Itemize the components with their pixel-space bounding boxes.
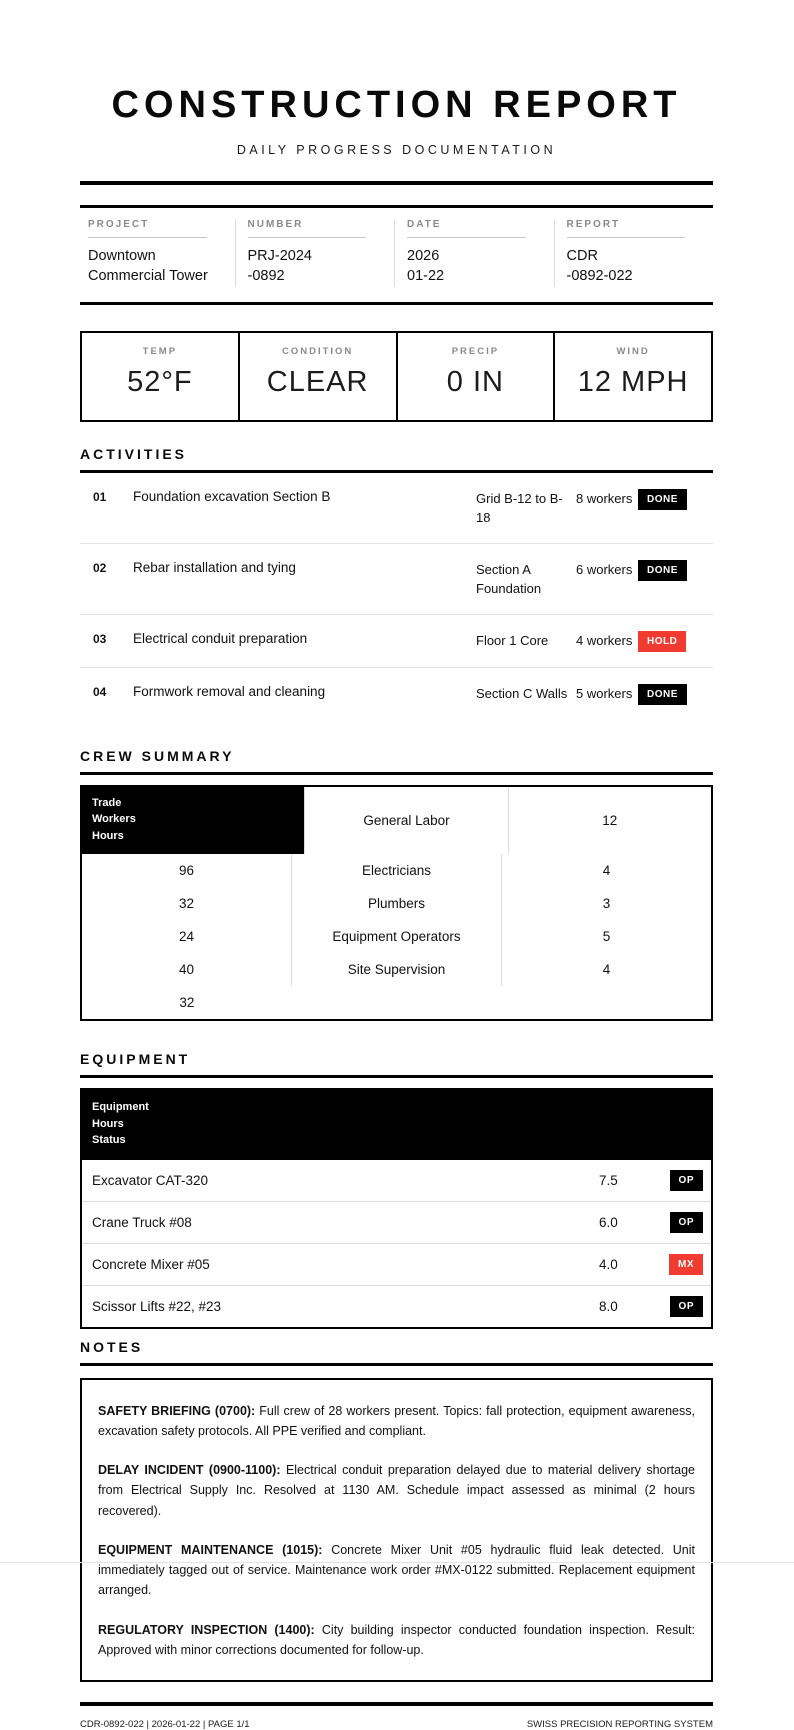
section-divider	[80, 772, 713, 775]
crew-header-line: Hours	[92, 829, 124, 842]
crew-hours: 24	[178, 929, 195, 945]
note-item	[98, 1460, 695, 1521]
crew-summary-section	[80, 748, 713, 1022]
meta-field-date	[394, 219, 554, 287]
note-head: DELAY INCIDENT (0900-1100):	[98, 1463, 281, 1478]
activity-status	[638, 684, 713, 705]
activity-status	[638, 631, 713, 652]
notes-section	[80, 1339, 713, 1683]
equipment-row	[82, 1201, 711, 1243]
activity-number: 03	[93, 631, 107, 646]
activity-status	[638, 489, 713, 510]
activity-row	[80, 544, 713, 615]
crew-count: 5	[501, 920, 711, 953]
crew-hours: 32	[179, 995, 195, 1011]
page-title: CONSTRUCTION REPORT	[111, 84, 682, 126]
meta-label: REPORT	[567, 219, 686, 238]
crew-trade: Plumbers	[291, 887, 501, 920]
equipment-header-line: Hours	[92, 1117, 124, 1130]
crew-row	[82, 854, 711, 887]
note-body: City building inspector conducted foundation inspection. Result: Approved with minor corrections documented for follow-up.	[98, 1622, 695, 1657]
weather-value: 0 IN	[446, 365, 504, 398]
meta-value	[248, 246, 383, 287]
status-badge-maintenance: MX	[669, 1254, 703, 1275]
crew-trade: General Labor	[304, 787, 507, 855]
meta-value-line: -0892-022	[566, 268, 633, 285]
header-divider	[80, 181, 713, 185]
note-item	[98, 1401, 695, 1442]
activity-workers: 6 workers	[576, 561, 633, 577]
crew-row	[82, 953, 711, 986]
note-body: Concrete Mixer Unit #05 hydraulic fluid leak detected. Unit immediately tagged out of service. Maintenance work order #MX-0122 submitted. Replacement equipment arranged.	[98, 1542, 696, 1598]
crew-trade: Site Supervision	[291, 953, 501, 986]
activity-description: Rebar installation and tying	[133, 559, 296, 575]
equipment-heading: EQUIPMENT	[80, 1051, 191, 1068]
equipment-row	[82, 1160, 711, 1201]
crew-trade: Equipment Operators	[291, 920, 501, 953]
activity-number: 04	[93, 684, 107, 699]
activity-status	[638, 560, 713, 581]
activity-location: Floor 1 Core	[476, 632, 549, 648]
activity-workers: 4 workers	[576, 632, 633, 648]
equipment-name: Excavator CAT-320	[92, 1172, 209, 1188]
meta-label: NUMBER	[248, 219, 367, 238]
weather-value: 12 MPH	[577, 365, 689, 398]
status-badge: OP	[670, 1170, 703, 1191]
equipment-status	[647, 1170, 703, 1191]
weather-value: CLEAR	[266, 365, 369, 398]
meta-value-line: 01-22	[407, 268, 445, 285]
crew-count: 3	[501, 887, 711, 920]
crew-header-line: Workers	[92, 813, 136, 826]
footer	[80, 1719, 713, 1730]
equipment-hours: 6.0	[599, 1214, 618, 1230]
section-divider	[80, 1363, 713, 1366]
meta-value-line: Downtown	[88, 248, 156, 264]
status-badge-hold: HOLD	[638, 631, 686, 652]
weather-label: PRECIP	[451, 345, 500, 357]
crew-table	[80, 785, 713, 1022]
note-item	[98, 1540, 695, 1601]
activities-heading: ACTIVITIES	[80, 445, 188, 462]
crew-heading: CREW SUMMARY	[80, 747, 235, 764]
crew-count: 4	[501, 953, 711, 986]
note-body: Full crew of 28 workers present. Topics: fall protection, equipment awareness, excavation safety protocols. All PPE verified and compliant.	[98, 1403, 695, 1438]
meta-field-project	[80, 219, 235, 287]
equipment-hours: 4.0	[599, 1256, 618, 1272]
crew-count: 4	[501, 854, 711, 887]
equipment-header-line: Status	[92, 1134, 126, 1147]
activity-description: Foundation excavation Section B	[133, 488, 331, 504]
note-head: EQUIPMENT MAINTENANCE (1015):	[98, 1542, 323, 1557]
equipment-header	[82, 1090, 711, 1160]
equipment-name: Scissor Lifts #22, #23	[92, 1298, 222, 1314]
meta-value	[407, 246, 542, 287]
section-divider	[80, 1075, 713, 1078]
equipment-row	[82, 1285, 711, 1327]
crew-row	[82, 887, 711, 920]
equipment-table	[80, 1088, 713, 1329]
activity-row	[80, 615, 713, 668]
note-head: REGULATORY INSPECTION (1400):	[98, 1622, 315, 1637]
crew-header-row	[82, 787, 711, 855]
meta-value	[567, 246, 702, 287]
equipment-section	[80, 1051, 713, 1329]
meta-value-line: PRJ-2024	[247, 248, 312, 264]
crew-row	[82, 986, 711, 1019]
crew-hours: 40	[178, 962, 195, 978]
meta-label: DATE	[407, 219, 526, 238]
crew-count: 12	[508, 787, 711, 855]
status-badge: DONE	[638, 684, 687, 705]
footer-divider	[80, 1702, 713, 1706]
activity-row	[80, 473, 713, 544]
weather-label: TEMP	[142, 345, 178, 357]
crew-count	[501, 986, 711, 1019]
weather-label: CONDITION	[281, 345, 354, 357]
activity-number: 01	[93, 489, 107, 504]
note-body: Electrical conduit preparation delayed due to material delivery shortage from Electrical Supply Inc. Resolved at 1130 AM. Schedule impact assessed as minimal (2 hours recovered).	[98, 1463, 695, 1518]
activity-location: Section C Walls	[476, 685, 568, 701]
equipment-status	[647, 1296, 703, 1317]
status-badge: DONE	[638, 489, 687, 510]
activity-location: Grid B-12 to B-18	[476, 490, 563, 526]
weather-strip	[80, 331, 713, 422]
equipment-name: Concrete Mixer #05	[92, 1256, 210, 1272]
activities-section	[80, 446, 713, 720]
project-info-strip	[80, 205, 713, 305]
page-bottom-edge	[0, 1562, 794, 1563]
crew-hours: 96	[178, 863, 195, 879]
weather-value: 52°F	[127, 365, 193, 398]
notes-heading: NOTES	[80, 1338, 144, 1355]
equipment-status	[647, 1254, 703, 1275]
activity-description: Electrical conduit preparation	[133, 630, 308, 646]
equipment-hours: 8.0	[599, 1298, 618, 1314]
page-subtitle: DAILY PROGRESS DOCUMENTATION	[236, 143, 557, 157]
equipment-name: Crane Truck #08	[92, 1214, 192, 1230]
activity-description: Formwork removal and cleaning	[133, 683, 326, 699]
meta-value	[88, 246, 223, 287]
equipment-row	[82, 1243, 711, 1285]
meta-value-line: Commercial Tower	[88, 268, 208, 285]
meta-field-number	[235, 219, 395, 287]
meta-field-report	[554, 219, 714, 287]
activity-row	[80, 668, 713, 720]
crew-header-cell	[82, 787, 304, 855]
status-badge: DONE	[638, 560, 687, 581]
crew-trade	[292, 986, 502, 1019]
footer-report-id: CDR-0892-022 | 2026-01-22 | PAGE 1/1	[80, 1719, 250, 1730]
weather-label: WIND	[616, 345, 650, 357]
status-badge: OP	[670, 1296, 703, 1317]
activity-location: Section A Foundation	[476, 561, 542, 597]
crew-header-line: Trade	[92, 796, 122, 809]
activity-workers: 8 workers	[576, 490, 633, 506]
weather-wind	[553, 333, 711, 420]
equipment-status	[647, 1212, 703, 1233]
weather-condition	[238, 333, 396, 420]
weather-precip	[396, 333, 554, 420]
weather-temp	[82, 333, 238, 420]
activity-workers: 5 workers	[576, 685, 633, 701]
equipment-header-line: Equipment	[92, 1101, 149, 1114]
activity-number: 02	[93, 560, 107, 575]
meta-value-line: 2026	[407, 248, 440, 264]
notes-box	[80, 1378, 713, 1683]
crew-hours: 32	[178, 896, 195, 912]
equipment-hours: 7.5	[599, 1172, 618, 1188]
meta-label: PROJECT	[88, 219, 207, 238]
meta-value-line: -0892	[247, 268, 285, 285]
crew-trade: Electricians	[291, 854, 501, 887]
note-head: SAFETY BRIEFING (0700):	[98, 1403, 256, 1418]
meta-value-line: CDR	[566, 248, 598, 264]
crew-row	[82, 920, 711, 953]
note-item	[98, 1620, 695, 1661]
status-badge: OP	[670, 1212, 703, 1233]
footer-system-name: SWISS PRECISION REPORTING SYSTEM	[526, 1719, 713, 1730]
